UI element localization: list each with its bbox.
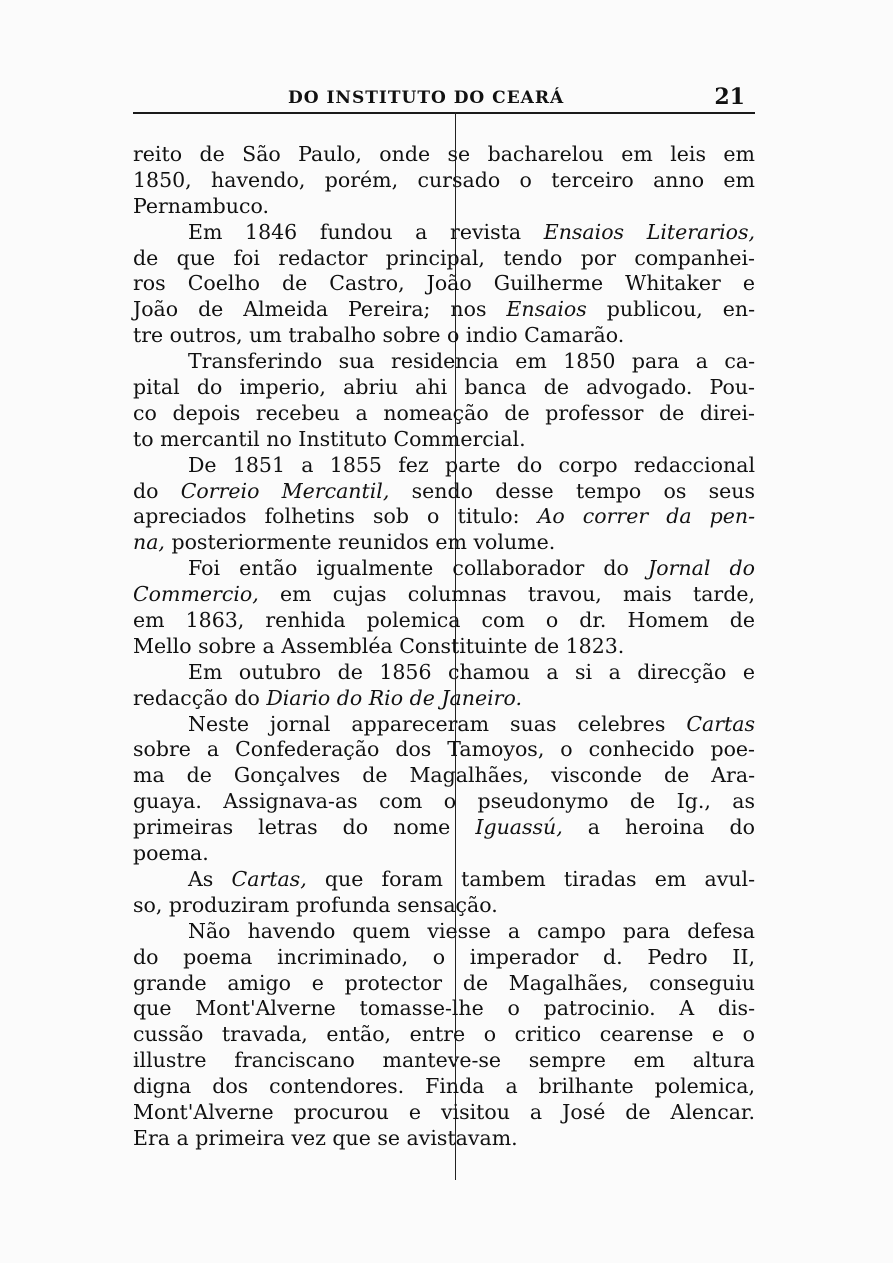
- text-line: sobre a Confederação dos Tamoyos, o conhecido poe-: [133, 737, 755, 762]
- text-line: redacção do Diario do Rio de Janeiro.: [133, 685, 522, 710]
- text-line: grande amigo e protector de Magalhães, conseguiu: [133, 970, 755, 995]
- text-line: digna dos contendores. Finda a brilhante polemica,: [133, 1074, 755, 1099]
- text-line: Era a primeira vez que se avistavam.: [133, 1125, 518, 1150]
- text-line: Foi então igualmente collaborador do Jornal do: [188, 556, 755, 581]
- text-line: co depois recebeu a nomeação de professor de direi-: [133, 400, 755, 425]
- text-line: que Mont'Alverne tomasse-lhe o patrocinio. A dis-: [133, 996, 755, 1021]
- text-line: Mello sobre a Assembléa Constituinte de 1823.: [133, 633, 625, 658]
- text-line: cussão travada, então, entre o critico cearense e o: [133, 1022, 755, 1047]
- running-title: DO INSTITUTO DO CEARÁ: [288, 88, 565, 108]
- page-number: 21: [714, 84, 745, 110]
- text-line: Mont'Alverne procurou e visitou a José de Alencar.: [133, 1099, 755, 1124]
- text-line: Em outubro de 1856 chamou a si a direcção e: [188, 659, 755, 684]
- text-line: do Correio Mercantil, sendo desse tempo os seus: [133, 478, 755, 503]
- text-line: Em 1846 fundou a revista Ensaios Literarios,: [188, 219, 756, 244]
- text-line: Pernambuco.: [133, 193, 269, 218]
- page-header: [133, 86, 755, 114]
- text-line: illustre franciscano manteve-se sempre em altura: [133, 1048, 755, 1073]
- text-line: na, posteriormente reunidos em volume.: [133, 530, 556, 555]
- text-line: ma de Gonçalves de Magalhães, visconde de Ara-: [133, 763, 755, 788]
- text-line: pital do imperio, abriu ahi banca de advogado. Pou-: [133, 375, 755, 400]
- text-line: João de Almeida Pereira; nos Ensaios publicou, en-: [133, 297, 755, 322]
- text-line: Commercio, em cujas columnas travou, mais tarde,: [133, 582, 755, 607]
- text-line: primeiras letras do nome Iguassú, a heroina do: [133, 815, 755, 840]
- text-line: so, produziram profunda sensação.: [133, 892, 498, 917]
- text-line: Neste jornal appareceram suas celebres Cartas: [188, 711, 755, 736]
- text-line: tre outros, um trabalho sobre o indio Camarão.: [133, 323, 625, 348]
- text-line: De 1851 a 1855 fez parte do corpo redaccional: [188, 452, 755, 477]
- text-line: ros Coelho de Castro, João Guilherme Whitaker e: [133, 271, 755, 296]
- body-text: [133, 142, 755, 1152]
- text-line: Não havendo quem viesse a campo para defesa: [188, 918, 755, 943]
- text-line: guaya. Assignava-as com o pseudonymo de Ig., as: [133, 789, 755, 814]
- text-line: reito de São Paulo, onde se bacharelou em leis em: [133, 142, 755, 166]
- text-line: de que foi redactor principal, tendo por companhei-: [133, 245, 755, 270]
- text-line: poema.: [133, 841, 209, 866]
- text-line: em 1863, renhida polemica com o dr. Homem de: [133, 608, 755, 633]
- text-line: 1850, havendo, porém, cursado o terceiro anno em: [133, 167, 755, 192]
- text-line: do poema incriminado, o imperador d. Pedro II,: [133, 944, 755, 969]
- text-line: to mercantil no Instituto Commercial.: [133, 426, 526, 451]
- text-line: As Cartas, que foram tambem tiradas em avul-: [188, 866, 756, 891]
- text-line: apreciados folhetins sob o titulo: Ao correr da pen-: [133, 504, 755, 529]
- text-line: Transferindo sua residencia em 1850 para a ca-: [188, 349, 755, 374]
